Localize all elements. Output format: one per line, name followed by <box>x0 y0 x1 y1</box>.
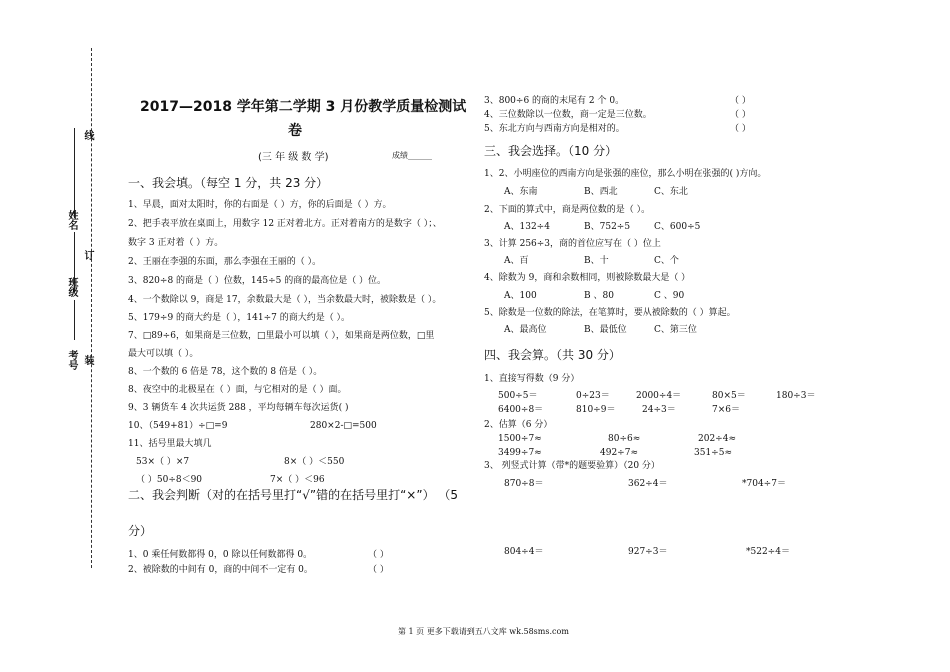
s2-paren: （ ） <box>368 550 389 560</box>
s2-item: 4、三位数除以一位数，商一定是三位数。 <box>484 110 652 120</box>
s1-item: 最大可以填（ ）。 <box>128 349 199 359</box>
s1-item: 1、早晨，面对太阳时，你的右面是（ ）方，你的后面是（ ）方。 <box>128 200 392 210</box>
s4-calc-item: 362÷4＝ <box>628 479 668 489</box>
page-footer: 第 1 页 更多下载请到五八文库 wk.58sms.com <box>398 627 569 636</box>
s4-estimate-item: 3499÷7≈ <box>498 448 542 458</box>
binding-exam-id-label: 考号 <box>66 350 77 370</box>
binding-zhuang: 装 <box>82 355 93 365</box>
s3-option-c: C、东北 <box>654 187 688 197</box>
section2-heading-cont: 分） <box>128 524 153 538</box>
s3-option-b: B、西北 <box>584 187 618 197</box>
s1-item: 8、夜空中的北极星在（ ）面，与它相对的是（ ）面。 <box>128 385 347 395</box>
s4-oral-item: 2000÷4＝ <box>636 391 682 401</box>
s1-item: 3、820÷8 的商是（ ）位数，145÷5 的商的最高位是（ ）位。 <box>128 276 387 286</box>
s1-item: 53×（ ）×7 <box>136 457 190 467</box>
s4-part1-label: 1、直接写得数（9 分） <box>484 374 580 384</box>
s4-calc-item: 870÷8＝ <box>504 479 544 489</box>
s1-item: 8×（ ）＜550 <box>284 457 345 467</box>
s4-oral-item: 180÷3＝ <box>776 391 816 401</box>
s1-item: 9、3 辆货车 4 次共运货 288 ，平均每辆车每次运货( ) <box>128 403 349 413</box>
s3-option-b: B 、80 <box>584 291 614 301</box>
s1-item: 4、一个数除以 9，商是 17，余数最大是（ ），当余数最大时，被除数是（ ）。 <box>128 295 442 305</box>
s1-item: 10、（549+81）÷□=9 <box>128 421 228 431</box>
binding-name-label: 姓名 <box>66 210 77 230</box>
s2-item: 5、东北方向与西南方向是相对的。 <box>484 124 625 134</box>
s4-estimate-item: 492÷7≈ <box>600 448 638 458</box>
binding-dashed-line <box>91 48 92 568</box>
s2-item: 1、0 乘任何数都得 0，0 除以任何数都得 0。 <box>128 550 313 560</box>
s4-estimate-item: 80÷6≈ <box>608 434 641 444</box>
s4-oral-item: 0÷23＝ <box>576 391 610 401</box>
section3-heading: 三、我会选择。（10 分） <box>484 144 618 158</box>
s3-option-a: A、132÷4 <box>504 222 550 232</box>
s2-paren: （ ） <box>730 96 751 106</box>
s4-calc-item: *522÷4＝ <box>746 547 790 557</box>
section2-heading: 二、我会判断（对的在括号里打“√”错的在括号里打“×”） （5 <box>128 488 459 502</box>
s1-item: 2、王丽在李强的东面，那么李强在王丽的（ ）。 <box>128 257 322 267</box>
s3-question: 2、下面的算式中，商是两位数的是（ ）。 <box>484 205 651 215</box>
s4-oral-item: 24÷3＝ <box>642 405 676 415</box>
s3-option-a: A、最高位 <box>504 325 547 335</box>
s1-item: 7×（ ）＜96 <box>270 475 325 485</box>
s3-option-b: B、十 <box>584 256 609 266</box>
s4-oral-item: 7×6＝ <box>712 405 740 415</box>
paper-subject: (三 年 级 数 学) <box>258 152 329 163</box>
s1-item: 280×2-□=500 <box>310 421 377 431</box>
s2-item: 2、被除数的中间有 0，商的中间不一定有 0。 <box>128 565 313 575</box>
s1-item: 5、179÷9 的商大约是（ ），141÷7 的商大约是（ ）。 <box>128 313 351 323</box>
binding-xian: 线 <box>82 130 93 140</box>
s1-item: （ ）50÷8＜90 <box>136 475 203 485</box>
s1-item: 数字 3 正对着（ ）方。 <box>128 238 224 248</box>
s4-estimate-item: 1500÷7≈ <box>498 434 542 444</box>
name-underline <box>74 128 75 218</box>
s1-item: 11、括号里最大填几 <box>128 439 212 449</box>
s2-paren: （ ） <box>368 565 389 575</box>
s3-option-b: B、752÷5 <box>584 222 631 232</box>
s1-item: 8、一个数的 6 倍是 78，这个数的 8 倍是（ ）。 <box>128 367 323 377</box>
s3-option-a: A、100 <box>504 291 537 301</box>
s3-option-c: C、个 <box>654 256 679 266</box>
s4-oral-item: 6400÷8＝ <box>498 405 544 415</box>
binding-class-label: 班级 <box>66 277 77 297</box>
s3-option-c: C、第三位 <box>654 325 697 335</box>
section4-heading: 四、我会算。（共 30 分） <box>484 348 621 362</box>
s4-oral-item: 80×5＝ <box>712 391 746 401</box>
s3-option-a: A、东南 <box>504 187 538 197</box>
s3-option-b: B、最低位 <box>584 325 627 335</box>
s4-calc-item: 804÷4＝ <box>504 547 544 557</box>
section1-heading: 一、我会填。（每空 1 分，共 23 分） <box>128 176 329 190</box>
s4-oral-item: 810÷9＝ <box>576 405 616 415</box>
s4-estimate-item: 351÷5≈ <box>694 448 732 458</box>
s4-part2-label: 2、估算（6 分） <box>484 420 553 430</box>
s3-question: 3、计算 256÷3，商的首位应写在（ ）位上 <box>484 239 661 249</box>
binding-ding: 订 <box>82 250 93 260</box>
s4-calc-item: 927÷3＝ <box>628 547 668 557</box>
s4-oral-item: 500÷5＝ <box>498 391 538 401</box>
s1-item: 2、把手表平放在桌面上，用数字 12 正对着北方。正对着南方的是数字（ ）；、 <box>128 219 442 229</box>
s3-option-c: C、600÷5 <box>654 222 701 232</box>
s4-part3-label: 3、 列竖式计算（带*的题要验算）（20 分） <box>484 461 660 471</box>
paper-title-cont: 卷 <box>288 123 302 139</box>
s2-paren: （ ） <box>730 110 751 120</box>
s4-calc-item: *704÷7＝ <box>742 479 786 489</box>
s3-option-c: C 、90 <box>654 291 685 301</box>
exam-id-underline <box>74 300 75 340</box>
s3-question: 4、除数为 9，商和余数相同，则被除数最大是（ ） <box>484 273 691 283</box>
s3-question: 5、除数是一位数的除法，在笔算时，要从被除数的（ ）算起。 <box>484 308 736 318</box>
s2-paren: （ ） <box>730 124 751 134</box>
s1-item: 7、□89÷6，如果商是三位数，□里最小可以填（ ），如果商是两位数，□里 <box>128 331 435 341</box>
score-field: 成绩______ <box>392 151 432 160</box>
s2-item: 3、800÷6 的商的末尾有 2 个 0。 <box>484 96 625 106</box>
s3-question: 1、2、小明座位的西南方向是张强的座位，那么小明在张强的( )方向。 <box>484 169 767 179</box>
s4-estimate-item: 202÷4≈ <box>698 434 736 444</box>
s3-option-a: A、百 <box>504 256 529 266</box>
paper-title: 2017—2018 学年第二学期 3 月份教学质量检测试 <box>140 99 467 115</box>
